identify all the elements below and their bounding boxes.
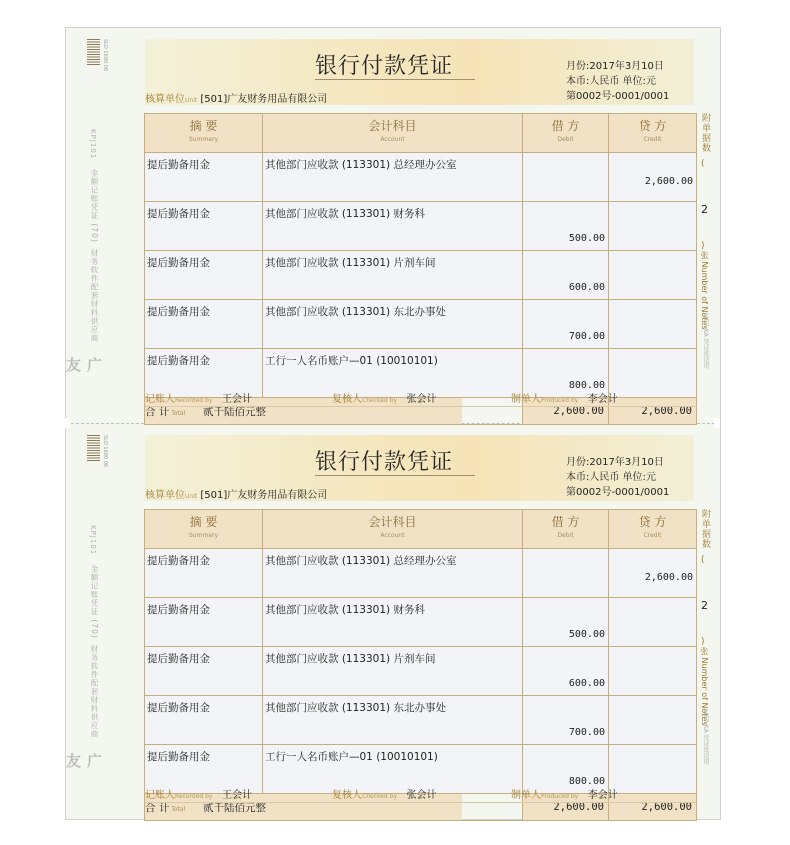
attachments-count: 2 <box>701 203 708 216</box>
voucher-title: 银行付款凭证 <box>315 450 454 475</box>
row-summary: 提后勤备用金 <box>145 549 263 598</box>
attachments-unit: 张 Number of Notes <box>700 647 709 726</box>
table-row <box>145 696 697 745</box>
row-summary: 提后勤备用金 <box>145 745 263 794</box>
row-debit: 700.00 <box>523 300 609 349</box>
checked-name: 张会计 <box>406 394 437 405</box>
voucher-top <box>65 27 719 422</box>
recorded-name: 王会计 <box>222 394 253 405</box>
produced-label: 制单人Produced by <box>511 790 579 801</box>
col-credit: 贷 方 Credit <box>609 114 697 153</box>
unit-value: [501]广友财务用品有限公司 <box>200 94 328 105</box>
row-account: 其他部门应收款 (113301) 财务科 <box>263 598 523 647</box>
form-name: 金额记账凭证 (70) <box>90 565 99 639</box>
checked-by <box>332 390 437 405</box>
row-credit <box>609 696 697 745</box>
table-row <box>145 153 697 202</box>
total-debit: 2,600.00 <box>523 794 609 821</box>
row-summary: 提后勤备用金 <box>145 696 263 745</box>
col-account: 会计科目 Account <box>263 510 523 549</box>
total-credit: 2,600.00 <box>609 398 697 425</box>
signature-underline <box>145 406 697 407</box>
row-account: 其他部门应收款 (113301) 总经理办公室 <box>263 153 523 202</box>
row-account: 工行一人名币账户—01 (10010101) <box>263 745 523 794</box>
voucher-meta <box>566 455 669 500</box>
attachments-unit: 张 Number of Notes <box>700 251 709 330</box>
row-credit <box>609 251 697 300</box>
voucher-month: 月份:2017年3月10日 <box>566 457 664 468</box>
row-credit: 2,600.00 <box>609 549 697 598</box>
form-vendor: 财务软件配套财料供应商 <box>90 249 99 343</box>
col-summary: 摘 要 Summary <box>145 114 263 153</box>
row-account: 其他部门应收款 (113301) 总经理办公室 <box>263 549 523 598</box>
total-credit: 2,600.00 <box>609 794 697 821</box>
form-name: 金额记账凭证 (70) <box>90 169 99 243</box>
voucher-currency: 本币:人民币 单位:元 <box>566 76 656 87</box>
left-margin <box>64 435 115 795</box>
row-credit <box>609 349 697 398</box>
row-summary: 提后勤备用金 <box>145 598 263 647</box>
voucher-title: 银行付款凭证 <box>315 54 454 79</box>
left-margin <box>64 39 115 399</box>
table-row <box>145 202 697 251</box>
recorded-by <box>145 786 252 801</box>
total-label: 合 计 Total <box>145 398 263 425</box>
voucher-bottom <box>65 423 719 818</box>
row-debit: 800.00 <box>523 745 609 794</box>
table-row <box>145 251 697 300</box>
unit-label: 核算单位Unit <box>145 94 198 105</box>
accounting-unit <box>145 90 327 105</box>
row-debit: 800.00 <box>523 349 609 398</box>
row-credit <box>609 598 697 647</box>
attachments-close: ) <box>701 637 705 647</box>
row-debit: 700.00 <box>523 696 609 745</box>
table-row <box>145 549 697 598</box>
checked-label: 复核人Checked by <box>332 790 398 801</box>
signature-underline <box>145 802 697 803</box>
voucher-currency: 本币:人民币 单位:元 <box>566 472 656 483</box>
total-debit: 2,600.00 <box>523 398 609 425</box>
attachments-open: ( <box>701 555 705 565</box>
brand-logo: 广友 <box>64 753 103 768</box>
row-credit <box>609 202 697 251</box>
col-debit: 借 方 Debit <box>523 114 609 153</box>
form-code: LIG7-KA 凭证纸适用 <box>702 709 709 765</box>
row-account: 其他部门应收款 (113301) 财务科 <box>263 202 523 251</box>
form-model: KPJ101 <box>89 129 97 160</box>
unit-label: 核算单位Unit <box>145 490 198 501</box>
checked-by <box>332 786 437 801</box>
attachments-open: ( <box>701 159 705 169</box>
row-summary: 提后勤备用金 <box>145 153 263 202</box>
row-credit <box>609 647 697 696</box>
attachments-margin <box>697 509 715 779</box>
voucher-month: 月份:2017年3月10日 <box>566 61 664 72</box>
barcode-number: SLD 1690 06 <box>102 39 108 72</box>
form-model: KPJ101 <box>89 525 97 556</box>
entries-table <box>144 509 697 821</box>
col-summary: 摘 要 Summary <box>145 510 263 549</box>
entries-table <box>144 113 697 425</box>
produced-by <box>511 786 618 801</box>
row-account: 其他部门应收款 (113301) 片剂车间 <box>263 647 523 696</box>
table-row <box>145 598 697 647</box>
attachments-margin <box>697 113 715 383</box>
recorded-by <box>145 390 252 405</box>
attachments-count: 2 <box>701 599 708 612</box>
unit-value: [501]广友财务用品有限公司 <box>200 490 328 501</box>
col-account: 会计科目 Account <box>263 114 523 153</box>
recorded-label: 记账人Recorded by <box>145 394 213 405</box>
table-header <box>145 510 697 549</box>
row-debit: 600.00 <box>523 647 609 696</box>
attachments-label: 附单据数 <box>700 509 710 549</box>
barcode-icon <box>87 435 100 461</box>
table-row <box>145 647 697 696</box>
table-header <box>145 114 697 153</box>
total-words: 贰千陆佰元整 <box>203 398 463 425</box>
row-credit <box>609 300 697 349</box>
row-summary: 提后勤备用金 <box>145 202 263 251</box>
row-credit <box>609 745 697 794</box>
total-label: 合 计 Total <box>145 794 263 821</box>
produced-name: 李会计 <box>587 394 618 405</box>
form-code: LIG7-KA 凭证纸适用 <box>702 313 709 369</box>
recorded-label: 记账人Recorded by <box>145 790 213 801</box>
voucher-number: 第0002号-0001/0001 <box>566 487 670 498</box>
row-debit: 500.00 <box>523 202 609 251</box>
title-underline <box>315 475 475 476</box>
row-summary: 提后勤备用金 <box>145 300 263 349</box>
attachments-close: ) <box>701 241 705 251</box>
barcode-icon <box>87 39 100 65</box>
attachments-label: 附单据数 <box>700 113 710 153</box>
row-account: 其他部门应收款 (113301) 片剂车间 <box>263 251 523 300</box>
produced-label: 制单人Produced by <box>511 394 579 405</box>
barcode-number: SLD 1690 06 <box>102 435 108 468</box>
brand-logo: 广友 <box>64 357 103 372</box>
row-account: 工行一人名币账户—01 (10010101) <box>263 349 523 398</box>
row-debit: 600.00 <box>523 251 609 300</box>
title-underline <box>315 79 475 80</box>
col-credit: 贷 方 Credit <box>609 510 697 549</box>
checked-label: 复核人Checked by <box>332 394 398 405</box>
voucher-number: 第0002号-0001/0001 <box>566 91 670 102</box>
table-row <box>145 300 697 349</box>
row-account: 其他部门应收款 (113301) 东北办事处 <box>263 696 523 745</box>
recorded-name: 王会计 <box>222 790 253 801</box>
row-summary: 提后勤备用金 <box>145 647 263 696</box>
row-summary: 提后勤备用金 <box>145 349 263 398</box>
checked-name: 张会计 <box>406 790 437 801</box>
form-vendor: 财务软件配套财料供应商 <box>90 645 99 739</box>
row-debit <box>523 153 609 202</box>
row-debit <box>523 549 609 598</box>
row-account: 其他部门应收款 (113301) 东北办事处 <box>263 300 523 349</box>
col-debit: 借 方 Debit <box>523 510 609 549</box>
produced-by <box>511 390 618 405</box>
row-debit: 500.00 <box>523 598 609 647</box>
row-summary: 提后勤备用金 <box>145 251 263 300</box>
accounting-unit <box>145 486 327 501</box>
voucher-meta <box>566 59 669 104</box>
produced-name: 李会计 <box>587 790 618 801</box>
total-words: 贰千陆佰元整 <box>203 794 463 821</box>
row-credit: 2,600.00 <box>609 153 697 202</box>
